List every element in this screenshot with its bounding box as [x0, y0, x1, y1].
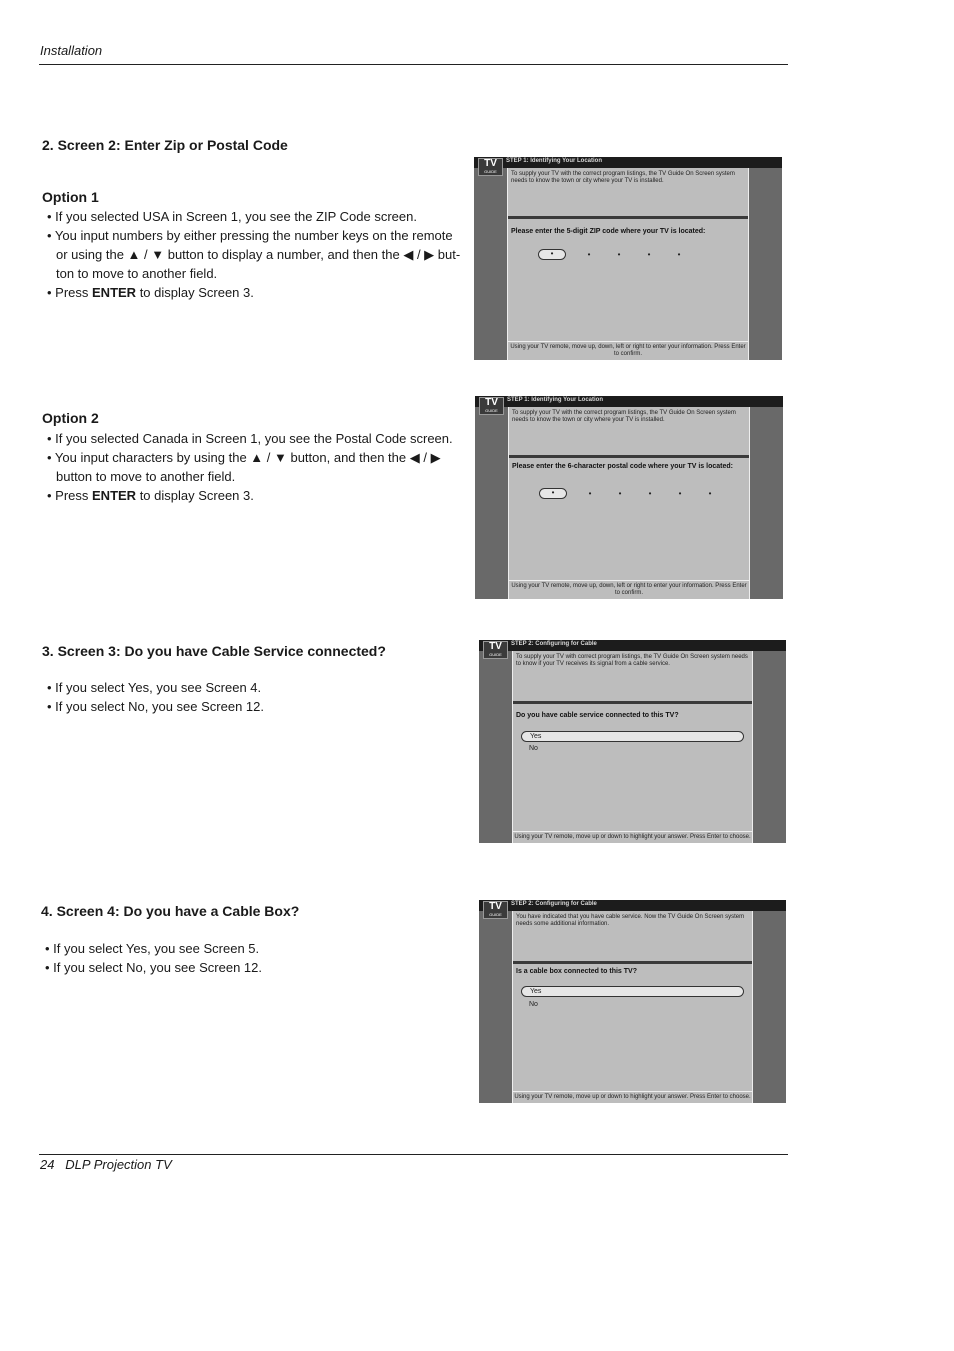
running-footer: 24 DLP Projection TV [40, 1157, 172, 1172]
screen-panel [512, 651, 753, 843]
screen-intro: You have indicated that you have cable service. Now the TV Guide On Screen system needs some additional information. [516, 914, 745, 927]
screen-intro: To supply your TV with the correct program listings, the TV Guide On Screen system needs to know the town or city where your TV is installed. [512, 410, 736, 423]
option-1-bullets [43, 207, 465, 302]
zip-entry-fields: • • • • • [538, 249, 702, 260]
screen-intro: To supply your TV with the correct program listings, the TV Guide On Screen system needs to know the town or city where your TV is installed. [511, 171, 735, 184]
tv-guide-logo: TV GUIDE [483, 901, 508, 919]
option-1-label: Option 1 [42, 189, 99, 205]
section-4-bullet-1: • If you select Yes, you see Screen 5. [45, 941, 260, 956]
screen-step-title: STEP 2: Configuring for Cable [511, 901, 597, 907]
section-3-title: 3. Screen 3: Do you have Cable Service connected? [42, 643, 386, 659]
screen-step-title: STEP 1: Identifying Your Location [506, 158, 603, 164]
screen-step-title: STEP 2: Configuring for Cable [511, 641, 597, 647]
option-1-bullet-1: • If you selected USA in Screen 1, you see the ZIP Code screen. [47, 209, 417, 224]
postal-entry-fields: • • • • • • [539, 488, 733, 499]
running-header: Installation [40, 43, 103, 58]
cable-service-screenshot [479, 640, 786, 843]
screen-question: Do you have cable service connected to this TV? [516, 712, 679, 719]
active-entry-field: • [539, 488, 567, 499]
section-4-bullets [41, 939, 441, 977]
screen-intro: To supply your TV with correct program listings, the TV Guide On Screen system needs to know if your TV receives its signal from a cable service. [516, 654, 748, 667]
option-no: No [529, 1001, 538, 1008]
cable-box-screenshot [479, 900, 786, 1103]
zip-code-screenshot [474, 157, 782, 360]
option-yes: Yes [521, 986, 744, 997]
screen-separator [513, 701, 752, 704]
screen-separator [508, 216, 748, 219]
option-2-bullet-3: • Press ENTER to display Screen 3. [47, 488, 254, 503]
screen-panel [512, 911, 753, 1103]
footer-rule [39, 1154, 788, 1155]
tv-guide-logo: TV GUIDE [479, 397, 504, 415]
screen-panel [508, 407, 750, 599]
option-2-bullet-1: • If you selected Canada in Screen 1, you see the Postal Code screen. [47, 431, 453, 446]
section-4-title: 4. Screen 4: Do you have a Cable Box? [41, 903, 300, 919]
screen-separator [513, 961, 752, 964]
tv-guide-logo: TV GUIDE [483, 641, 508, 659]
section-3-bullet-1: • If you select Yes, you see Screen 4. [47, 680, 262, 695]
option-1-bullet-3: • Press ENTER to display Screen 3. [47, 285, 254, 300]
screen-footer: Using your TV remote, move up, down, left or right to enter your information. Press Enter to confirm. [508, 341, 748, 358]
screen-question: Is a cable box connected to this TV? [516, 968, 637, 975]
tv-guide-logo: TV GUIDE [478, 158, 503, 176]
screen-separator [509, 455, 749, 458]
option-2-bullets [43, 429, 465, 505]
screen-step-title: STEP 1: Identifying Your Location [507, 397, 604, 403]
option-2-label: Option 2 [42, 410, 99, 426]
option-1-bullet-2: • You input numbers by either pressing the number keys on the remote or using the ▲ / ▼ button to display a number, and then the ◀ / ▶ but- ton to move to another field. [47, 228, 461, 281]
screen-question: Please enter the 6-character postal code where your TV is located: [512, 463, 733, 470]
screen-footer: Using your TV remote, move up or down to highlight your answer. Press Enter to choose. [513, 831, 752, 841]
screen-footer: Using your TV remote, move up or down to highlight your answer. Press Enter to choose. [513, 1091, 752, 1101]
option-2-bullet-2: • You input characters by using the ▲ / ▼ button, and then the ◀ / ▶ button to move to another field. [47, 450, 441, 484]
header-rule [39, 64, 788, 65]
screen-footer: Using your TV remote, move up, down, left or right to enter your information. Press Enter to confirm. [509, 580, 749, 597]
active-entry-field: • [538, 249, 566, 260]
screen-panel [507, 168, 749, 360]
section-3-bullet-2: • If you select No, you see Screen 12. [47, 699, 265, 714]
option-yes: Yes [521, 731, 744, 742]
screen-question: Please enter the 5-digit ZIP code where your TV is located: [511, 228, 706, 235]
option-no: No [529, 745, 538, 752]
postal-code-screenshot [475, 396, 783, 599]
section-2-title: 2. Screen 2: Enter Zip or Postal Code [42, 137, 288, 153]
section-4-bullet-2: • If you select No, you see Screen 12. [45, 960, 263, 975]
section-3-bullets [43, 678, 443, 716]
